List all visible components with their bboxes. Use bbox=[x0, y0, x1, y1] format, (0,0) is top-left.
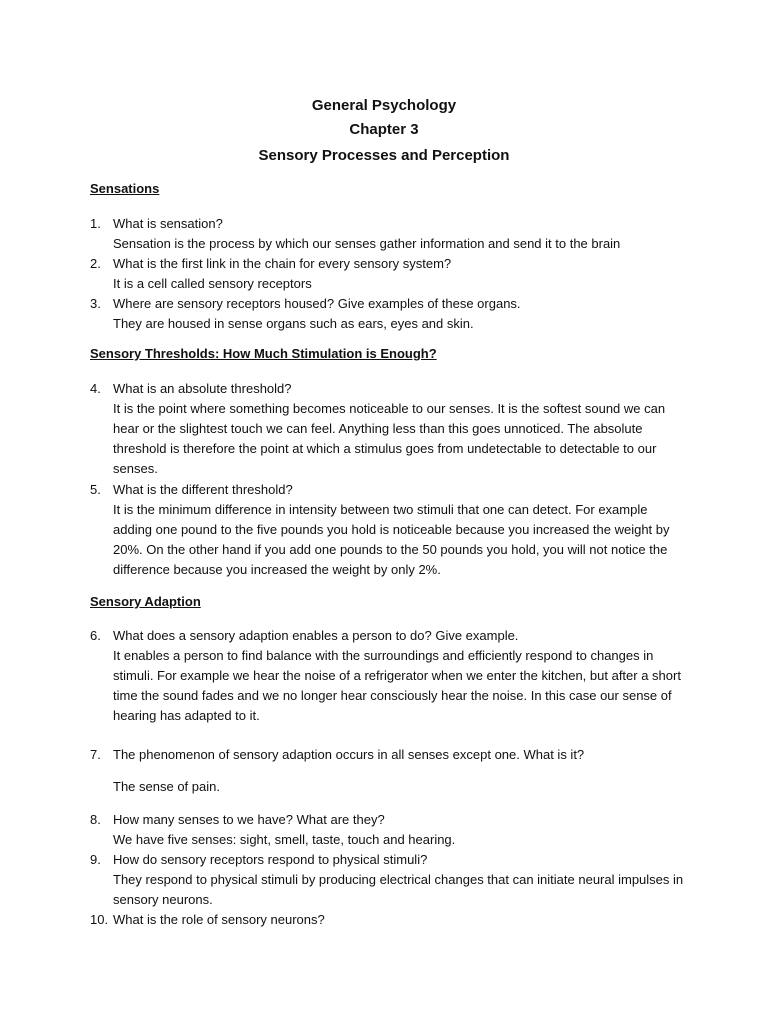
item-number: 7. bbox=[90, 747, 101, 762]
item-number: 1. bbox=[90, 216, 101, 231]
question-text: How many senses to we have? What are they? bbox=[113, 812, 385, 827]
document-title: General Psychology bbox=[311, 97, 457, 114]
item-number: 2. bbox=[90, 256, 101, 271]
question-text: Where are sensory receptors housed? Give examples of these organs. bbox=[113, 296, 521, 311]
answer-text: Sensation is the process by which our senses gather information and send it to the brain bbox=[113, 236, 621, 251]
answer-text: The sense of pain. bbox=[113, 779, 220, 794]
list-item bbox=[90, 810, 690, 850]
list-item bbox=[90, 214, 690, 254]
question-text: What is the role of sensory neurons? bbox=[113, 912, 325, 927]
title-block bbox=[0, 94, 768, 168]
answer-text: They respond to physical stimuli by producing electrical changes that can initiate neural impulses in sensory neurons. bbox=[113, 872, 684, 907]
answer-text: It is a cell called sensory receptors bbox=[113, 276, 312, 291]
item-number: 3. bbox=[90, 296, 101, 311]
item-number: 8. bbox=[90, 812, 101, 827]
question-text: What is the first link in the chain for every sensory system? bbox=[113, 256, 452, 271]
section-heading-thresholds: Sensory Thresholds: How Much Stimulation is Enough? bbox=[90, 346, 437, 361]
section-heading-adaption: Sensory Adaption bbox=[90, 594, 201, 609]
list-item bbox=[90, 850, 690, 910]
list-item bbox=[90, 745, 690, 797]
question-text: The phenomenon of sensory adaption occurs in all senses except one. What is it? bbox=[113, 747, 585, 762]
item-number: 10. bbox=[90, 912, 109, 927]
list-item bbox=[90, 294, 690, 334]
answer-text: We have five senses: sight, smell, taste, touch and hearing. bbox=[113, 832, 456, 847]
question-text: How do sensory receptors respond to physical stimuli? bbox=[113, 852, 428, 867]
question-text: What is the different threshold? bbox=[113, 482, 293, 497]
list-item bbox=[90, 254, 690, 294]
item-number: 4. bbox=[90, 381, 101, 396]
section-heading-sensations: Sensations bbox=[90, 181, 160, 196]
document-subtitle: Sensory Processes and Perception bbox=[258, 147, 510, 164]
list-item bbox=[90, 910, 690, 930]
item-number: 5. bbox=[90, 482, 101, 497]
list-item bbox=[90, 626, 690, 726]
list-item bbox=[90, 379, 690, 479]
item-number: 6. bbox=[90, 628, 101, 643]
list-item bbox=[90, 480, 690, 580]
question-text: What is sensation? bbox=[113, 216, 223, 231]
item-number: 9. bbox=[90, 852, 101, 867]
chapter-label: Chapter 3 bbox=[349, 121, 419, 138]
question-text: What is an absolute threshold? bbox=[113, 381, 292, 396]
answer-text: It is the minimum difference in intensity between two stimuli that one can detect. For example adding one pound to the five pounds you hold is noticeable because you increased the weight by 20%. On the other hand if you add one pounds to the 50 pounds you hold, you will not notice the difference because you increased the weight by only 2%. bbox=[113, 502, 670, 577]
answer-text: It enables a person to find balance with the surroundings and efficiently respond to changes in stimuli. For example we hear the noise of a refrigerator when we enter the kitchen, but after a short time the sound fades and we no longer hear consciously hear the noise. In this case our sense of hearing has adapted to it. bbox=[113, 648, 681, 723]
answer-text: They are housed in sense organs such as ears, eyes and skin. bbox=[113, 316, 474, 331]
question-text: What does a sensory adaption enables a person to do? Give example. bbox=[113, 628, 519, 643]
answer-text: It is the point where something becomes noticeable to our senses. It is the softest sound we can hear or the slightest touch we can feel. Anything less than this goes unnoticed. The absolute threshold is therefore the point at which a stimulus goes from undetectable to detectable to our senses. bbox=[113, 401, 666, 476]
